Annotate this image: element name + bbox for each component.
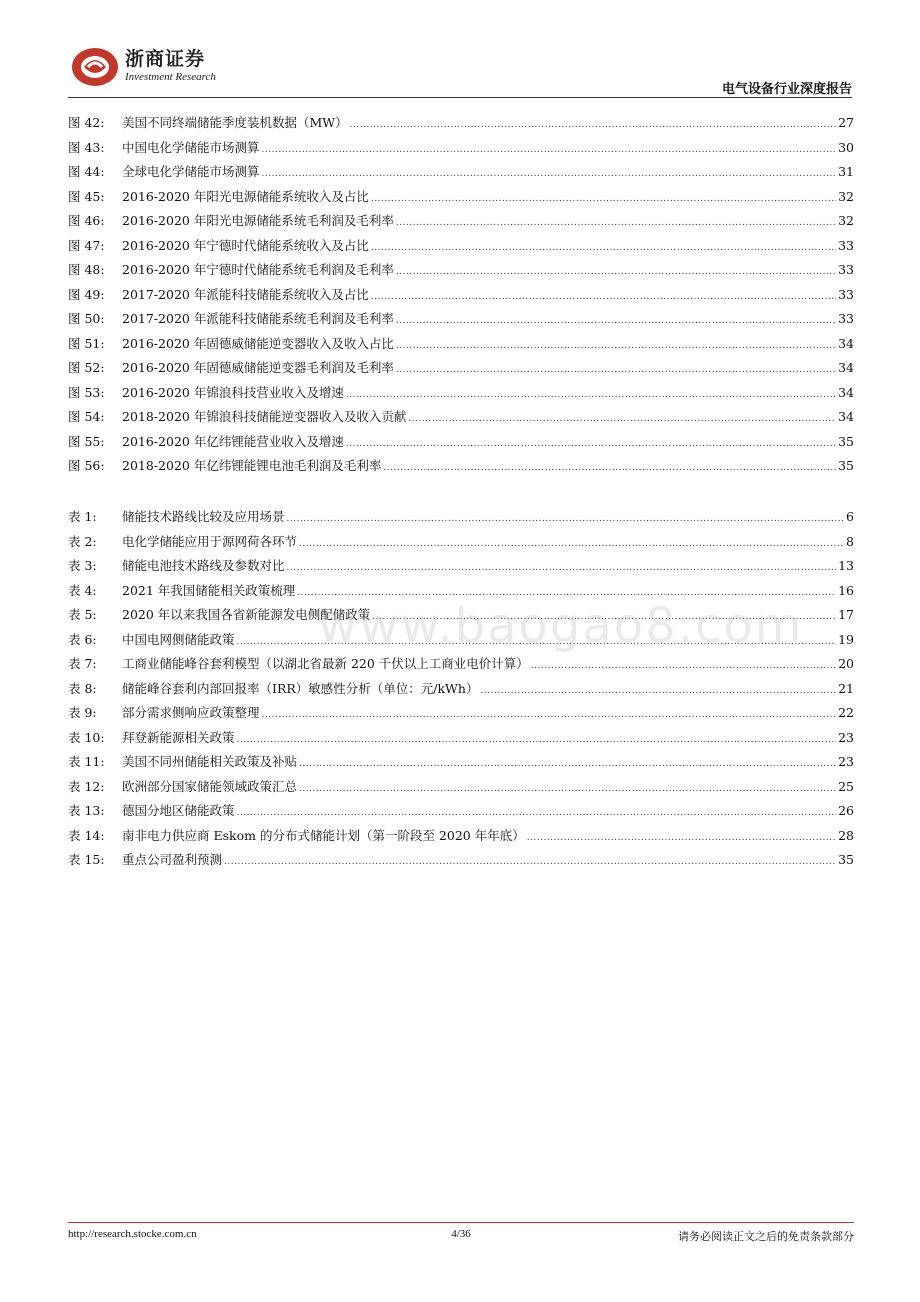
- table-toc-entry-label: 表 10:: [68, 729, 105, 745]
- figure-toc-entry-label: 图 52:: [68, 360, 105, 375]
- table-toc-entry-leader-dots: [299, 759, 836, 769]
- figure-toc-entry-page-number: 30: [838, 139, 854, 155]
- figure-toc-entry-title: 2018-2020 年锦浪科技储能逆变器收入及收入贡献: [122, 409, 407, 424]
- figure-toc-entry[interactable]: [68, 432, 854, 457]
- figure-toc-entry-leader-dots: [371, 194, 836, 204]
- figure-toc-entry[interactable]: [68, 358, 854, 383]
- tables-toc: [68, 507, 854, 875]
- table-toc-entry-page-number: 8: [846, 533, 854, 549]
- watermark: www.baogao8.com: [318, 598, 804, 654]
- table-toc-entry-leader-dots: [287, 514, 845, 524]
- page-footer: [68, 1228, 854, 1248]
- figure-toc-entry[interactable]: [68, 260, 854, 285]
- table-toc-entry-title: 储能技术路线比较及应用场景: [122, 509, 285, 524]
- figure-toc-entry[interactable]: [68, 187, 854, 212]
- table-toc-entry-leader-dots: [299, 539, 844, 549]
- figure-toc-entry-title: 2017-2020 年派能科技储能系统收入及占比: [122, 286, 369, 302]
- table-toc-entry-title: 工商业储能峰谷套利模型（以湖北省最新 220 千伏以上工商业电价计算）: [122, 656, 529, 671]
- figure-toc-entry-leader-dots: [371, 292, 836, 302]
- figure-toc-entry-label: 图 46:: [68, 213, 105, 228]
- table-toc-entry-leader-dots: [237, 808, 837, 818]
- footer-url[interactable]: http://research.stocke.com.cn: [68, 1228, 197, 1240]
- figure-toc-entry-leader-dots: [396, 267, 836, 277]
- table-toc-entry-label: 表 14:: [68, 827, 105, 843]
- table-toc-entry-page-number: 26: [838, 803, 854, 818]
- table-toc-entry-leader-dots: [262, 710, 837, 720]
- table-toc-entry-title: 中国电网侧储能政策: [122, 631, 235, 647]
- figure-toc-entry-label: 图 42:: [68, 115, 105, 130]
- table-toc-entry-label: 表 15:: [68, 852, 105, 867]
- table-toc-entry-page-number: 21: [838, 680, 854, 696]
- figure-toc-entry-title: 2016-2020 年宁德时代储能系统收入及占比: [122, 237, 369, 253]
- figure-toc-entry[interactable]: [68, 162, 854, 187]
- table-toc-entry[interactable]: [68, 654, 854, 679]
- table-toc-entry-label: 表 3:: [68, 558, 97, 573]
- table-toc-entry-title: 德国分地区储能政策: [122, 803, 235, 818]
- table-toc-entry-label: 表 8:: [68, 680, 97, 696]
- figure-toc-entry-leader-dots: [346, 390, 836, 400]
- figure-toc-entry-leader-dots: [396, 218, 836, 228]
- figure-toc-entry-label: 图 47:: [68, 237, 105, 253]
- report-title: 电气设备行业深度报告: [721, 82, 852, 97]
- figure-toc-entry-page-number: 31: [838, 164, 854, 179]
- table-toc-entry-title: 重点公司盈利预测: [122, 852, 223, 867]
- footer-disclaimer: 请务必阅读正文之后的免责条款部分: [678, 1230, 854, 1243]
- figure-toc-entry-label: 图 53:: [68, 384, 105, 400]
- table-toc-entry[interactable]: [68, 728, 854, 753]
- figure-toc-entry-leader-dots: [383, 463, 836, 473]
- table-toc-entry-leader-dots: [224, 857, 836, 867]
- table-toc-entry-title: 储能电池技术路线及参数对比: [122, 558, 285, 573]
- figure-toc-entry-leader-dots: [371, 243, 836, 253]
- table-toc-entry[interactable]: [68, 679, 854, 704]
- figure-toc-entry-title: 2016-2020 年亿纬锂能营业收入及增速: [122, 433, 344, 449]
- figure-toc-entry-title: 2016-2020 年固德威储能逆变器毛利润及毛利率: [122, 360, 394, 375]
- figure-toc-entry-label: 图 49:: [68, 286, 105, 302]
- figure-toc-entry-leader-dots: [350, 120, 836, 130]
- table-toc-entry-label: 表 11:: [68, 754, 105, 769]
- table-toc-entry-title: 欧洲部分国家储能领域政策汇总: [122, 778, 298, 794]
- figure-toc-entry-page-number: 34: [838, 360, 854, 375]
- table-toc-entry[interactable]: [68, 752, 854, 777]
- table-toc-entry-page-number: 20: [838, 656, 854, 671]
- table-toc-entry-title: 2021 年我国储能相关政策梳理: [122, 582, 296, 598]
- table-toc-entry-leader-dots: [237, 735, 837, 745]
- figure-toc-entry[interactable]: [68, 236, 854, 261]
- table-toc-entry-leader-dots: [527, 833, 836, 843]
- figure-toc-entry-page-number: 34: [838, 335, 854, 351]
- figure-toc-entry-title: 2016-2020 年锦浪科技营业收入及增速: [122, 384, 344, 400]
- figure-toc-entry[interactable]: [68, 334, 854, 359]
- page-header: [68, 40, 852, 98]
- table-toc-entry-title: 南非电力供应商 Eskom 的分布式储能计划（第一阶段至 2020 年年底）: [122, 827, 525, 843]
- table-toc-entry[interactable]: [68, 826, 854, 851]
- figure-toc-entry-page-number: 34: [838, 384, 854, 400]
- figure-toc-entry-label: 图 43:: [68, 139, 105, 155]
- table-toc-entry-page-number: 23: [838, 729, 854, 745]
- figures-toc: [68, 113, 854, 481]
- table-toc-entry-label: 表 1:: [68, 509, 97, 524]
- table-toc-entry-page-number: 35: [838, 852, 854, 867]
- table-toc-entry-title: 储能峰谷套利内部回报率（IRR）敏感性分析（单位：元/kWh）: [122, 680, 479, 696]
- table-toc-entry-title: 部分需求侧响应政策整理: [122, 705, 260, 720]
- figure-toc-entry[interactable]: [68, 211, 854, 236]
- figure-toc-entry[interactable]: [68, 309, 854, 334]
- table-toc-entry-leader-dots: [299, 784, 836, 794]
- table-toc-entry-title: 电化学储能应用于源网荷各环节: [122, 533, 298, 549]
- figure-toc-entry-title: 2018-2020 年亿纬锂能锂电池毛利润及毛利率: [122, 458, 382, 473]
- figure-toc-entry-title: 中国电化学储能市场测算: [122, 139, 260, 155]
- table-toc-entry-page-number: 22: [838, 705, 854, 720]
- figure-toc-entry[interactable]: [68, 407, 854, 432]
- page-number: 4/36: [451, 1228, 471, 1240]
- table-toc-entry-page-number: 23: [838, 754, 854, 769]
- figure-toc-entry-leader-dots: [396, 365, 836, 375]
- table-toc-entry[interactable]: [68, 850, 854, 875]
- figure-toc-entry-title: 2016-2020 年阳光电源储能系统毛利润及毛利率: [122, 213, 394, 228]
- figure-toc-entry-page-number: 33: [838, 237, 854, 253]
- figure-toc-entry-title: 全球电化学储能市场测算: [122, 164, 260, 179]
- figure-toc-entry-label: 图 45:: [68, 188, 105, 204]
- table-toc-entry-label: 表 2:: [68, 533, 97, 549]
- logo-text-en: Investment Research: [125, 71, 216, 83]
- table-toc-entry-label: 表 4:: [68, 582, 97, 598]
- table-toc-entry-label: 表 6:: [68, 631, 97, 647]
- figure-toc-entry-label: 图 51:: [68, 335, 105, 351]
- company-logo: [68, 40, 216, 96]
- table-toc-entry[interactable]: [68, 556, 854, 581]
- header-divider: [68, 97, 852, 98]
- figure-toc-entry-page-number: 35: [838, 433, 854, 449]
- table-toc-entry-leader-dots: [480, 686, 836, 696]
- table-toc-entry[interactable]: [68, 703, 854, 728]
- table-toc-entry-page-number: 6: [846, 509, 854, 524]
- figure-toc-entry[interactable]: [68, 383, 854, 408]
- table-toc-entry-title: 拜登新能源相关政策: [122, 729, 235, 745]
- logo-text-cn: 浙商证券: [125, 48, 206, 70]
- table-toc-entry[interactable]: [68, 532, 854, 557]
- table-toc-entry[interactable]: [68, 507, 854, 532]
- figure-toc-entry-leader-dots: [408, 414, 836, 424]
- figure-toc-entry-title: 2016-2020 年阳光电源储能系统收入及占比: [122, 188, 369, 204]
- figure-toc-entry-leader-dots: [396, 316, 836, 326]
- figure-toc-entry-title: 2017-2020 年派能科技储能系统毛利润及毛利率: [122, 311, 394, 326]
- footer-divider: [68, 1222, 854, 1223]
- figure-toc-entry-page-number: 33: [838, 262, 854, 277]
- figure-toc-entry-page-number: 27: [838, 115, 854, 130]
- figure-toc-entry-label: 图 44:: [68, 164, 105, 179]
- table-toc-entry-label: 表 7:: [68, 656, 97, 671]
- figure-toc-entry[interactable]: [68, 285, 854, 310]
- figure-toc-entry-leader-dots: [262, 169, 837, 179]
- table-toc-entry-label: 表 13:: [68, 803, 105, 818]
- figure-toc-entry-page-number: 34: [838, 409, 854, 424]
- table-toc-entry-title: 美国不同州储能相关政策及补贴: [122, 754, 298, 769]
- table-toc-entry-page-number: 16: [838, 582, 854, 598]
- figure-toc-entry-title: 2016-2020 年固德威储能逆变器收入及收入占比: [122, 335, 394, 351]
- logo-emblem-icon: [70, 45, 120, 87]
- figure-toc-entry-label: 图 55:: [68, 433, 105, 449]
- figure-toc-entry[interactable]: [68, 113, 854, 138]
- figure-toc-entry-leader-dots: [346, 439, 836, 449]
- table-toc-entry-leader-dots: [297, 588, 836, 598]
- table-toc-entry[interactable]: [68, 801, 854, 826]
- figure-toc-entry-label: 图 56:: [68, 458, 105, 473]
- figure-toc-entry-page-number: 33: [838, 286, 854, 302]
- table-toc-entry-leader-dots: [531, 661, 836, 671]
- figure-toc-entry[interactable]: [68, 138, 854, 163]
- table-toc-entry-leader-dots: [287, 563, 837, 573]
- table-toc-entry-page-number: 28: [838, 827, 854, 843]
- table-toc-entry-page-number: 19: [838, 631, 854, 647]
- figure-toc-entry-leader-dots: [262, 145, 837, 155]
- figure-toc-entry[interactable]: [68, 456, 854, 481]
- figure-toc-entry-title: 美国不同终端储能季度装机数据（MW）: [122, 115, 348, 130]
- table-toc-entry-page-number: 25: [838, 778, 854, 794]
- table-toc-entry-page-number: 13: [838, 558, 854, 573]
- table-toc-entry-label: 表 5:: [68, 607, 97, 622]
- figure-toc-entry-title: 2016-2020 年宁德时代储能系统毛利润及毛利率: [122, 262, 394, 277]
- table-toc-entry-page-number: 17: [838, 607, 854, 622]
- figure-toc-entry-label: 图 50:: [68, 311, 105, 326]
- figure-toc-entry-page-number: 32: [838, 188, 854, 204]
- figure-toc-entry-page-number: 32: [838, 213, 854, 228]
- figure-toc-entry-page-number: 33: [838, 311, 854, 326]
- figure-toc-entry-page-number: 35: [838, 458, 854, 473]
- table-toc-entry[interactable]: [68, 777, 854, 802]
- figure-toc-entry-label: 图 54:: [68, 409, 105, 424]
- figure-toc-entry-label: 图 48:: [68, 262, 105, 277]
- table-toc-entry-title: 2020 年以来我国各省新能源发电侧配储政策: [122, 607, 371, 622]
- table-toc-entry-label: 表 12:: [68, 778, 105, 794]
- figure-toc-entry-leader-dots: [396, 341, 836, 351]
- table-toc-entry-label: 表 9:: [68, 705, 97, 720]
